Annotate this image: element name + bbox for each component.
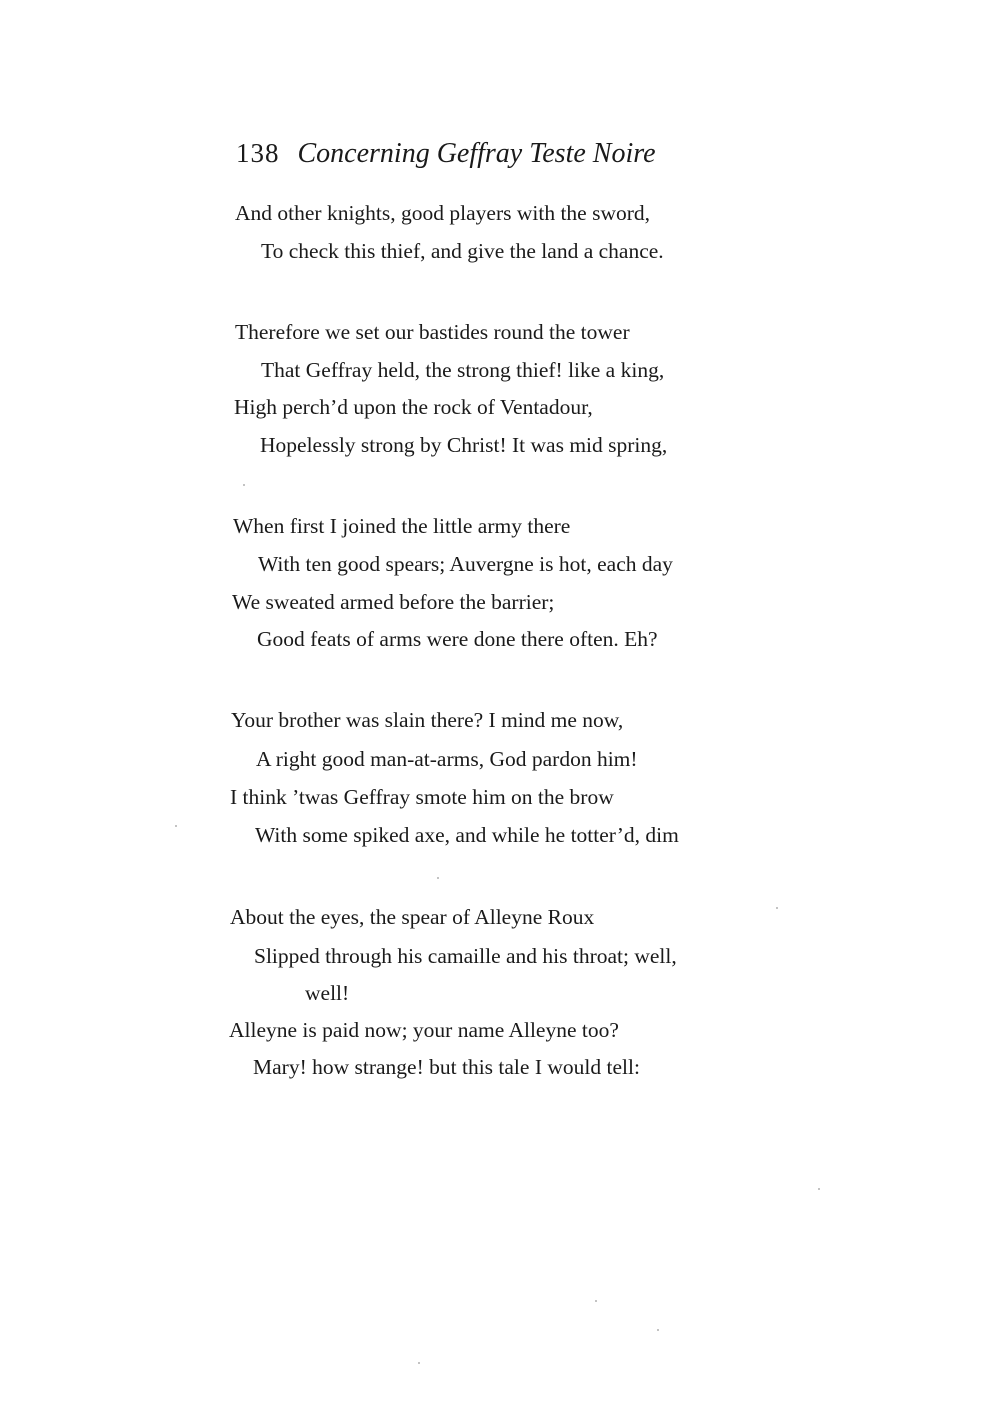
paper-speck: [776, 907, 778, 909]
verse-line: When first I joined the little army there: [233, 514, 571, 538]
verse-line: Slipped through his camaille and his throat; well,: [254, 944, 677, 968]
verse-line-continuation: well!: [305, 981, 350, 1005]
verse-line: High perch’d upon the rock of Ventadour,: [234, 395, 593, 419]
verse-line: Therefore we set our bastides round the tower: [235, 320, 630, 344]
running-title: Concerning Geffray Teste Noire: [297, 138, 656, 169]
verse-line: Mary! how strange! but this tale I would tell:: [253, 1055, 640, 1079]
paper-speck: [818, 1188, 820, 1190]
verse-line: With ten good spears; Auvergne is hot, each day: [258, 552, 673, 576]
verse-line: Good feats of arms were done there often. Eh?: [257, 627, 658, 651]
page-header: [236, 138, 656, 170]
verse-line: And other knights, good players with the sword,: [235, 201, 651, 225]
paper-speck: [243, 484, 245, 486]
paper-speck: [437, 877, 439, 879]
paper-speck: [175, 825, 177, 827]
verse-line: That Geffray held, the strong thief! like a king,: [261, 358, 665, 382]
page-number: 138: [236, 138, 280, 168]
verse-line: Alleyne is paid now; your name Alleyne too?: [229, 1018, 619, 1042]
paper-speck: [595, 1300, 597, 1302]
verse-line: With some spiked axe, and while he totter’d, dim: [255, 823, 679, 847]
verse-line: I think ’twas Geffray smote him on the brow: [230, 785, 614, 809]
verse-line: About the eyes, the spear of Alleyne Roux: [230, 905, 595, 929]
paper-speck: [418, 1362, 420, 1364]
verse-line: To check this thief, and give the land a chance.: [261, 239, 664, 263]
verse-line: Your brother was slain there? I mind me now,: [231, 708, 624, 732]
verse-line: Hopelessly strong by Christ! It was mid spring,: [260, 433, 668, 457]
verse-line: A right good man-at-arms, God pardon him!: [256, 747, 638, 771]
verse-line: We sweated armed before the barrier;: [232, 590, 555, 614]
paper-speck: [657, 1329, 659, 1331]
